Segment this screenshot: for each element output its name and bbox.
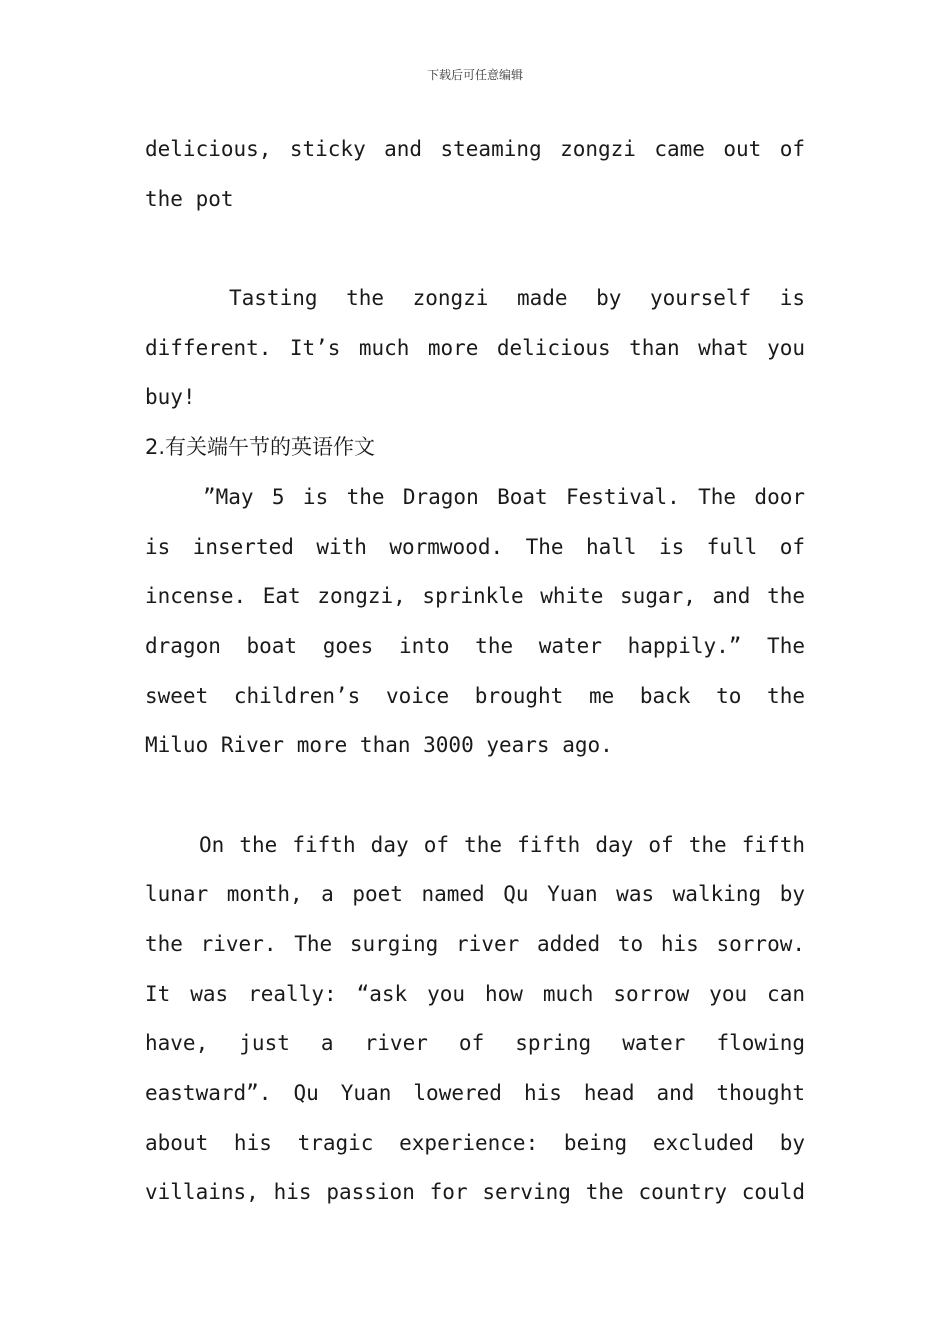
- paragraph: [145, 125, 805, 224]
- section-title: 2.有关端午节的英语作文: [145, 435, 376, 460]
- paragraph-spacer: [145, 224, 805, 274]
- text-line: buy!: [145, 385, 196, 410]
- text-line: about his tragic experience: being excluded by: [145, 1130, 805, 1155]
- paragraph: [145, 274, 805, 423]
- text-line: villains, his passion for serving the country could: [145, 1180, 805, 1205]
- text-line: eastward”. Qu Yuan lowered his head and thought: [145, 1081, 805, 1106]
- text-line: dragon boat goes into the water happily.” The: [145, 633, 805, 658]
- text-line: ”May 5 is the Dragon Boat Festival. The door: [203, 484, 805, 509]
- text-line: It was really: “ask you how much sorrow you can: [145, 981, 805, 1006]
- text-line: lunar month, a poet named Qu Yuan was walking by: [145, 882, 805, 907]
- paragraph: [145, 821, 805, 1219]
- text-line: Tasting the zongzi made by yourself is: [229, 286, 805, 311]
- paragraph: [145, 473, 805, 771]
- page-header: 下载后可任意编辑: [426, 68, 523, 82]
- text-line: is inserted with wormwood. The hall is full of: [145, 534, 805, 559]
- text-line: On the fifth day of the fifth day of the fifth: [199, 832, 805, 857]
- text-line: have, just a river of spring water flowing: [145, 1031, 805, 1056]
- document-body: [145, 125, 805, 1218]
- text-line: the pot: [145, 186, 234, 211]
- text-line: incense. Eat zongzi, sprinkle white sugar, and the: [145, 584, 805, 609]
- text-line: delicious, sticky and steaming zongzi came out of: [145, 137, 805, 161]
- text-line: Miluo River more than 3000 years ago.: [145, 733, 613, 758]
- text-line: different. It’s much more delicious than what you: [145, 335, 805, 360]
- paragraph-spacer: [145, 771, 805, 821]
- text-line: the river. The surging river added to his sorrow.: [145, 932, 805, 956]
- text-line: sweet children’s voice brought me back to the: [145, 683, 805, 708]
